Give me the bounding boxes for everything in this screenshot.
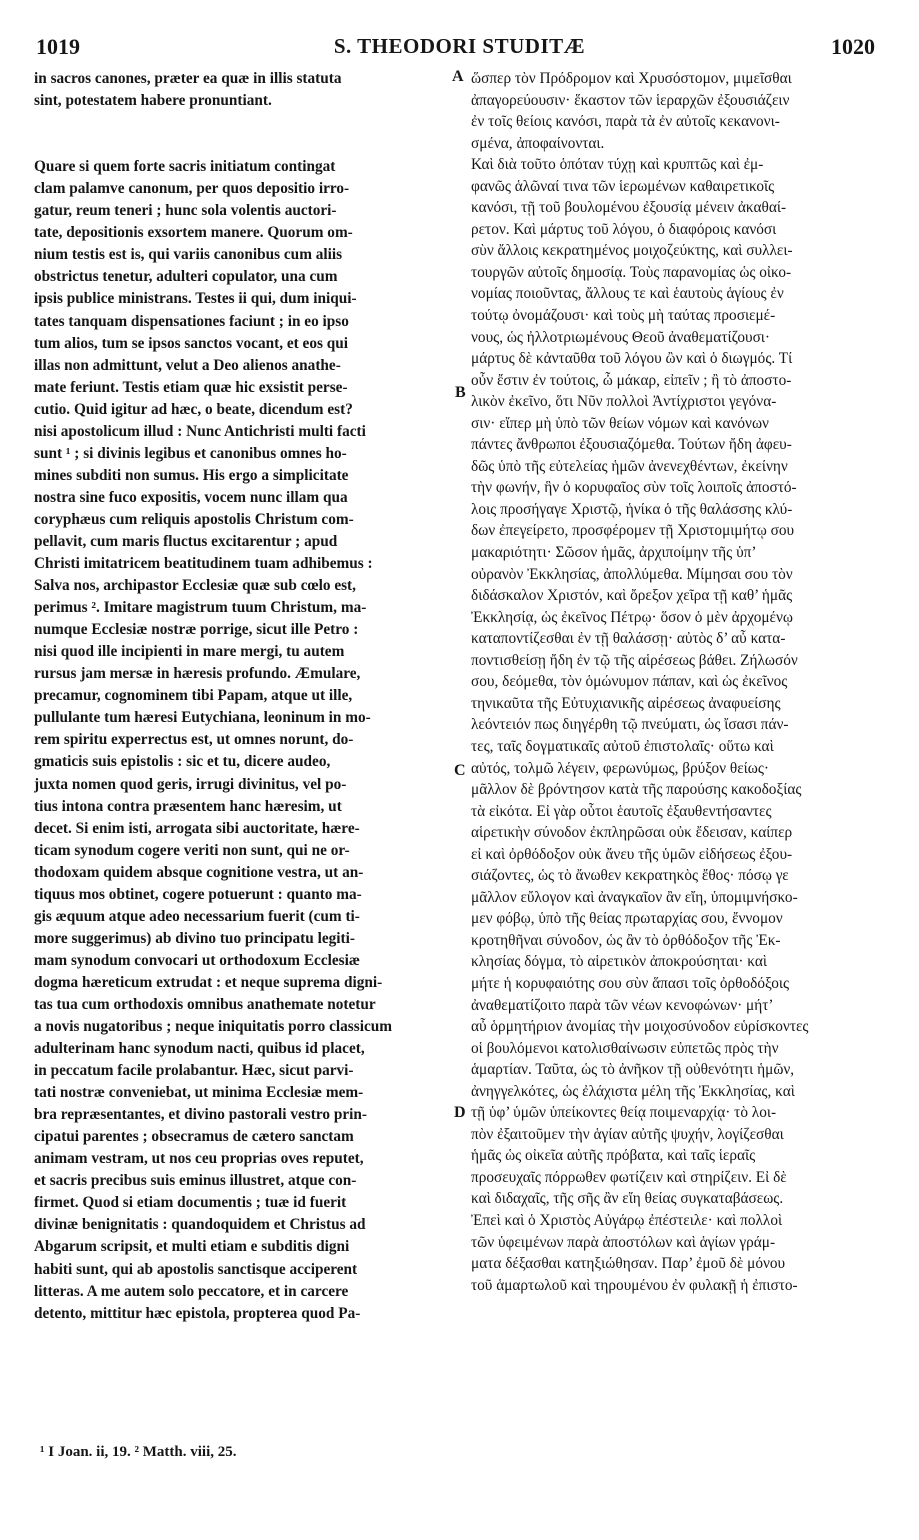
- text-line: mines subditi non sumus. His ergo a simplicitate: [34, 466, 349, 484]
- text-line: κροτηθῆναι σύνοδον, ὡς ἂν τὸ ὀρθόδοξον τῆς Ἐκ-: [471, 931, 781, 949]
- text-line: αὐτός, τολμῶ λέγειν, φερωνύμως, βρύξον θείως·: [471, 759, 769, 777]
- text-line: thodoxam quidem absque cognitione vestra, ut an-: [34, 863, 364, 881]
- text-line: οὖν ἔστιν ἐν τούτοις, ὦ μάκαρ, εἰπεῖν ; ἢ τὸ ἀποστο-: [471, 371, 792, 389]
- text-line: τῇ ὑφ’ ὑμῶν ὑπείκοντες θείᾳ ποιμεναρχίᾳ· τὸ λοι-: [471, 1104, 777, 1122]
- text-line: gatur, reum teneri ; hunc sola volentis auctori-: [34, 202, 337, 220]
- text-line: ἡμᾶς ὡς οἰκεῖα αὐτῆς πρόβατα, καὶ ταῖς ἱεραῖς: [471, 1147, 756, 1165]
- text-line: τὰ εἰκότα. Εἰ γὰρ οὗτοι ἑαυτοῖς ἐξαυθεντήσαντες: [471, 802, 772, 820]
- text-line: ἀνηγγελκότες, ὡς ἐλάχιστα μέλη τῆς Ἐκκλησίας, καὶ: [471, 1082, 795, 1100]
- text-line: αἱρετικὴν σύνοδον ἐκπληρῶσαι οὐκ ἔδεισαν, καίπερ: [471, 824, 793, 842]
- text-line: Ἐκκλησίᾳ, ὡς ἐκεῖνος Πέτρῳ· ὅσον ὁ μὲν ἀρχομένῳ: [471, 608, 793, 626]
- text-line: obstrictus tenetur, adulteri copulator, una cum: [34, 268, 338, 286]
- text-line: τὴν φωνήν, ἣν ὁ κορυφαῖος σὺν τοῖς λοιποῖς ἀποστό-: [471, 479, 797, 497]
- text-line: ἁμαρτίαν. Ταῦτα, ὡς τὸ ἀνῆκον τῇ οὐθενότητι ἡμῶν,: [471, 1061, 795, 1079]
- text-line: σου, δεόμεθα, τὸν ὁμώνυμον πάπαν, καὶ ὡς ἐκεῖνος: [471, 673, 788, 691]
- text-line: mate feriunt. Testis etiam quæ hic exsistit perse-: [34, 378, 348, 396]
- text-line: τῶν ὑφειμένων παρὰ ἀποστόλων καὶ ἁγίων γράμ-: [471, 1233, 776, 1251]
- text-line: habiti sunt, qui ab apostolis sanctisque acciperent: [34, 1260, 358, 1278]
- text-line: nisi apostolicum illud : Nunc Antichristi multi facti: [34, 422, 366, 440]
- text-line: cipatui parentes ; obsecramus de cætero sanctam: [34, 1128, 354, 1146]
- text-line: λεόντειόν πως διηγέρθη τῷ πνεύματι, ὡς ἴσασι πάν-: [471, 716, 789, 734]
- page-number-left: 1019: [36, 34, 80, 59]
- text-line: ποντισθείσῃ ἤδη ἐν τῷ τῆς αἱρέσεως βάθει. Ζήλωσόν: [471, 651, 798, 669]
- text-line: πὸν ἐξαιτοῦμεν τὴν ἁγίαν αὐτῆς ψυχήν, λογίζεσθαι: [471, 1125, 784, 1143]
- text-line: tum alios, tum se ipsos sanctos vocant, et eos qui: [34, 334, 349, 352]
- text-line: tas tua cum orthodoxis omnibus anathemate notetur: [34, 995, 376, 1013]
- text-line: decet. Si enim isti, arrogata sibi auctoritate, hære-: [34, 819, 360, 837]
- text-line: τούτῳ ὀνομάζουσι· καὶ τοὺς μὴ ταύτας προσιεμέ-: [471, 307, 776, 325]
- text-line: mam synodum convocari ut orthodoxum Ecclesiæ: [34, 951, 360, 969]
- text-line: ἀναθεματίζοιτο παρὰ τῶν νέων κενοφώνων· μήτ’: [471, 996, 774, 1014]
- text-line: perimus ². Imitare magistrum tuum Christum, ma-: [34, 599, 367, 617]
- text-line: Καὶ διὰ τοῦτο ὁπόταν τύχῃ καὶ κρυπτῶς καὶ ἐμ-: [471, 156, 764, 174]
- text-line: εἰ καὶ ὀρθόδοξον οὐκ ἄνευ τῆς ὑμῶν εἰδήσεως ἐξου-: [471, 845, 793, 863]
- text-line: σιάζοντες, ὡς τὸ ἄνωθεν κεκρατηκὸς ἔθος· πόσῳ γε: [471, 867, 789, 885]
- text-line: λοις προσήγαγε Χριστῷ, ἡνίκα ὁ τῆς θαλάσσης κλύ-: [471, 500, 793, 518]
- text-line: καὶ διδαχαῖς, τῆς σῆς ἂν εἴη θείας συγκαταβάσεως.: [471, 1190, 784, 1208]
- page-number-right: 1020: [831, 34, 875, 59]
- text-line: pullulante tum hæresi Eutychiana, leoninum in mo-: [34, 709, 371, 727]
- text-line: gmaticis suis epistolis : sic et tu, dicere audeo,: [34, 753, 331, 771]
- text-line: σὺν ἄλλοις κεκρατημένος μοιχοζεύκτης, καὶ συλλει-: [471, 242, 793, 260]
- text-line: precamur, cognominem tibi Papam, atque ut ille,: [34, 687, 353, 705]
- running-header: [0, 34, 919, 64]
- text-line: Christi imitatricem beatitudinem tuam adhibemus :: [34, 555, 373, 573]
- text-line: τοῦ ἁμαρτωλοῦ καὶ τηρουμένου ἐν φυλακῇ ἡ ἐπιστο-: [471, 1276, 798, 1294]
- text-line: tiquus mos obtinet, cogere potuerunt : quanto ma-: [34, 885, 362, 903]
- text-line: numque Ecclesiæ nostræ porrige, sicut ille Petro :: [34, 621, 359, 639]
- text-line: λικὸν ἐκεῖνο, ὅτι Νῦν πολλοὶ Ἀντίχριστοι γεγόνα-: [471, 393, 777, 411]
- text-line: in sacros canones, præter ea quæ in illis statuta: [34, 70, 342, 87]
- text-line: sunt ¹ ; si divinis legibus et canonibus omnes ho-: [34, 444, 347, 462]
- text-line: τες, ταῖς δογματικαῖς αὐτοῦ ἐπιστολαῖς· οὕτω καὶ: [471, 737, 774, 755]
- text-line: coryphæus cum reliquis apostolis Christum com-: [34, 510, 354, 528]
- text-line: rursus jam mersæ in hæresis profundo. Æmulare,: [34, 665, 361, 683]
- text-line: ἐν τοῖς θείοις κανόσι, παρὰ τὰ ἐν αὐτοῖς κεκανονι-: [471, 113, 780, 131]
- text-line: οὐρανὸν Ἐκκλησίας, ἀπολλύμεθα. Μίμησαι σου τὸν: [471, 565, 793, 583]
- text-line: clam palamve canonum, per quos depositio irro-: [34, 180, 350, 198]
- text-line: bra repræsentantes, et divino pastorali vestro prin-: [34, 1106, 367, 1124]
- text-line: animam vestram, ut nos ceu proprias oves reputet,: [34, 1150, 364, 1168]
- margin-letter-c: C: [454, 762, 466, 779]
- running-title: S. THEODORI STUDITÆ: [333, 34, 586, 58]
- text-line: sint, potestatem habere pronuntiant.: [34, 92, 272, 110]
- text-line: adulterinam hanc synodum nacti, quibus id placet,: [34, 1040, 365, 1058]
- text-line: illas non admittunt, velut a Deo alienos anathe-: [34, 356, 341, 374]
- margin-letter-a: A: [452, 68, 464, 85]
- margin-letter-d: D: [454, 1104, 466, 1121]
- text-line: νομίας ποιοῦντας, ἄλλους τε καὶ ἑαυτοὺς ἁγίους ἐν: [471, 285, 784, 303]
- text-line: juxta nomen quod geris, irrugi divinitus, vel po-: [34, 775, 347, 793]
- text-line: litteras. A me autem solo peccatore, et in carcere: [34, 1282, 349, 1300]
- text-line: μάρτυς δὲ κἀνταῦθα τοῦ λόγου ὢν καὶ ὁ διωγμός. Τί: [471, 350, 793, 368]
- text-line: δων ἐπεγείρετο, προσφέρομεν τῇ Χριστομιμήτῳ σου: [471, 522, 795, 540]
- text-line: μακαριότητι· Σῶσον ἡμᾶς, ἀρχιποίμην τῆς ὑπ’: [471, 544, 757, 562]
- text-line: προσευχαῖς πόρρωθεν φωτίζειν καὶ στηρίζειν. Εἰ δὲ: [471, 1168, 787, 1186]
- text-line: μεν φόβῳ, ὑπὸ τῆς θείας πρωταρχίας σου, ἔννομον: [471, 910, 783, 928]
- margin-letter-b: B: [455, 384, 466, 401]
- text-line: Quare si quem forte sacris initiatum contingat: [34, 158, 336, 176]
- text-line: divinæ benignitatis : quandoquidem et Christus ad: [34, 1216, 366, 1234]
- text-line: ὥσπερ τὸν Πρόδρομον καὶ Χρυσόστομον, μιμεῖσθαι: [471, 70, 792, 87]
- text-line: tius intona contra præsentem hanc hæresim, ut: [34, 797, 342, 815]
- text-line: dogma hæreticum extrudat : et neque suprema digni-: [34, 973, 383, 991]
- text-line: μᾶλλον δὲ βρόντησον κατὰ τῆς παρούσης κακοδοξίας: [471, 781, 802, 799]
- text-line: pellavit, cum maris fluctus excitarentur ; apud: [34, 532, 338, 550]
- text-line: tates tanquam dispensationes faciunt ; in eo ipso: [34, 312, 349, 330]
- text-line: more suggerimus) ab divino tuo principatu legiti-: [34, 929, 355, 947]
- text-line: κανόσι, τῇ τοῦ βουλομένου ἐξουσίᾳ μένειν ἀκαθαί-: [471, 199, 787, 217]
- text-line: et sacris precibus suis eminus illustret, atque con-: [34, 1172, 357, 1190]
- text-line: ἀπαγορεύουσιν· ἕκαστον τῶν ἱεραρχῶν ἐξουσιάζειν: [471, 91, 790, 109]
- text-line: σιν· εἴπερ μὴ ὑπὸ τῶν θείων νόμων καὶ κανόνων: [471, 414, 769, 432]
- text-line: cutio. Quid igitur ad hæc, o beate, dicendum est?: [34, 400, 353, 418]
- text-line: nium testis est is, qui variis canonibus cum aliis: [34, 246, 343, 264]
- text-line: nisi quod ille incipienti in mare mergi, tu autem: [34, 643, 345, 661]
- text-line: ipsis publice ministrans. Testes ii qui, dum iniqui-: [34, 290, 357, 308]
- text-line: ticam synodum cogere veriti non sunt, qui ne or-: [34, 841, 350, 859]
- latin-column: [34, 68, 450, 1325]
- text-line: a novis nugatoribus ; neque iniquitatis porro classicum: [34, 1018, 392, 1036]
- text-line: διδάσκαλον Χριστόν, καὶ ὄρεξον χεῖρα τῇ καθ’ ἡμᾶς: [471, 587, 793, 605]
- text-line: νους, ὡς ἠλλοτριωμένους Θεοῦ ἀναθεματίζουσι·: [471, 328, 771, 346]
- text-line: οἱ βουλόμενοι κατολισθαίνωσιν εὐπετῶς πρὸς τὴν: [471, 1039, 779, 1057]
- text-line: τηνικαῦτα τῆς Εὐτυχιανικῆς αἱρέσεως ἀναφυείσης: [471, 694, 781, 712]
- text-line: δῶς ὑπὸ τῆς εὐτελείας ἡμῶν ἀνενεχθέντων, ἐκείνην: [471, 457, 788, 475]
- text-line: tate, depositionis exsortem manere. Quorum om-: [34, 224, 353, 242]
- text-line: Salva nos, archipastor Ecclesiæ quæ sub cœlo est,: [34, 577, 356, 595]
- text-line: firmet. Quod si etiam documentis ; tuæ id fuerit: [34, 1194, 347, 1212]
- text-line: tati nostræ conveniebat, ut minima Ecclesiæ mem-: [34, 1084, 364, 1102]
- text-line: [34, 134, 450, 156]
- text-line: [34, 112, 450, 134]
- text-line: κλησίας δόγμα, τὸ αἱρετικὸν ἀποκρούσηται· καὶ: [471, 953, 767, 971]
- text-line: in peccatum facile prolabantur. Hæc, sicut parvi-: [34, 1062, 354, 1080]
- text-line: ρετον. Καὶ μάρτυς τοῦ λόγου, ὁ διαφόροις κανόσι: [471, 220, 777, 238]
- text-line: μᾶλλον εὔλογον καὶ ἀναγκαῖον ἂν εἴη, ὑπομιμνήσκο-: [471, 888, 798, 906]
- greek-column: [471, 68, 883, 1296]
- text-line: Ἐπεὶ καὶ ὁ Χριστὸς Αὐγάρῳ ἐπέστειλε· καὶ πολλοὶ: [471, 1211, 783, 1229]
- text-line: detento, mittitur hæc epistola, propterea quod Pa-: [34, 1304, 361, 1322]
- text-line: μήτε ἡ κορυφαιότης σου σὺν ἅπασι τοῖς ὀρθοδόξοις: [471, 974, 790, 992]
- text-line: πάντες ἄνθρωποι ἐξουσιαζόμεθα. Τούτων ἤδη ἀφευ-: [471, 436, 792, 454]
- footnotes: ¹ I Joan. ii, 19. ² Matth. viii, 25.: [40, 1444, 237, 1460]
- text-line: rem spiritu experrectus est, ut omnes norunt, do-: [34, 731, 354, 749]
- text-line: αὖ ὁρμητήριον ἀνομίας τὴν μοιχοσύνοδον εὑρίσκοντες: [471, 1018, 809, 1036]
- text-line: nostra sine fuco expositis, vocem nunc illam qua: [34, 488, 348, 506]
- text-line: καταποντίζεσθαι ἐν τῇ θαλάσσῃ· αὐτὸς δ’ αὖ κατα-: [471, 630, 786, 648]
- text-line: Abgarum scripsit, et multi etiam e subditis digni: [34, 1238, 350, 1256]
- text-line: τουργῶν αὐτοῖς δημοσίᾳ. Τοὺς παρανομίας ὡς οἰκο-: [471, 263, 792, 281]
- text-line: gis æquum atque adeo necessarium fuerit (cum ti-: [34, 907, 360, 925]
- text-line: φανῶς ἁλῶναί τινα τῶν ἱερωμένων καθαιρετικοῖς: [471, 177, 775, 195]
- text-line: ματα δέξασθαι κατηξιώθησαν. Παρ’ ἐμοῦ δὲ μόνου: [471, 1255, 786, 1273]
- text-line: σμένα, ἀποφαίνονται.: [471, 134, 605, 152]
